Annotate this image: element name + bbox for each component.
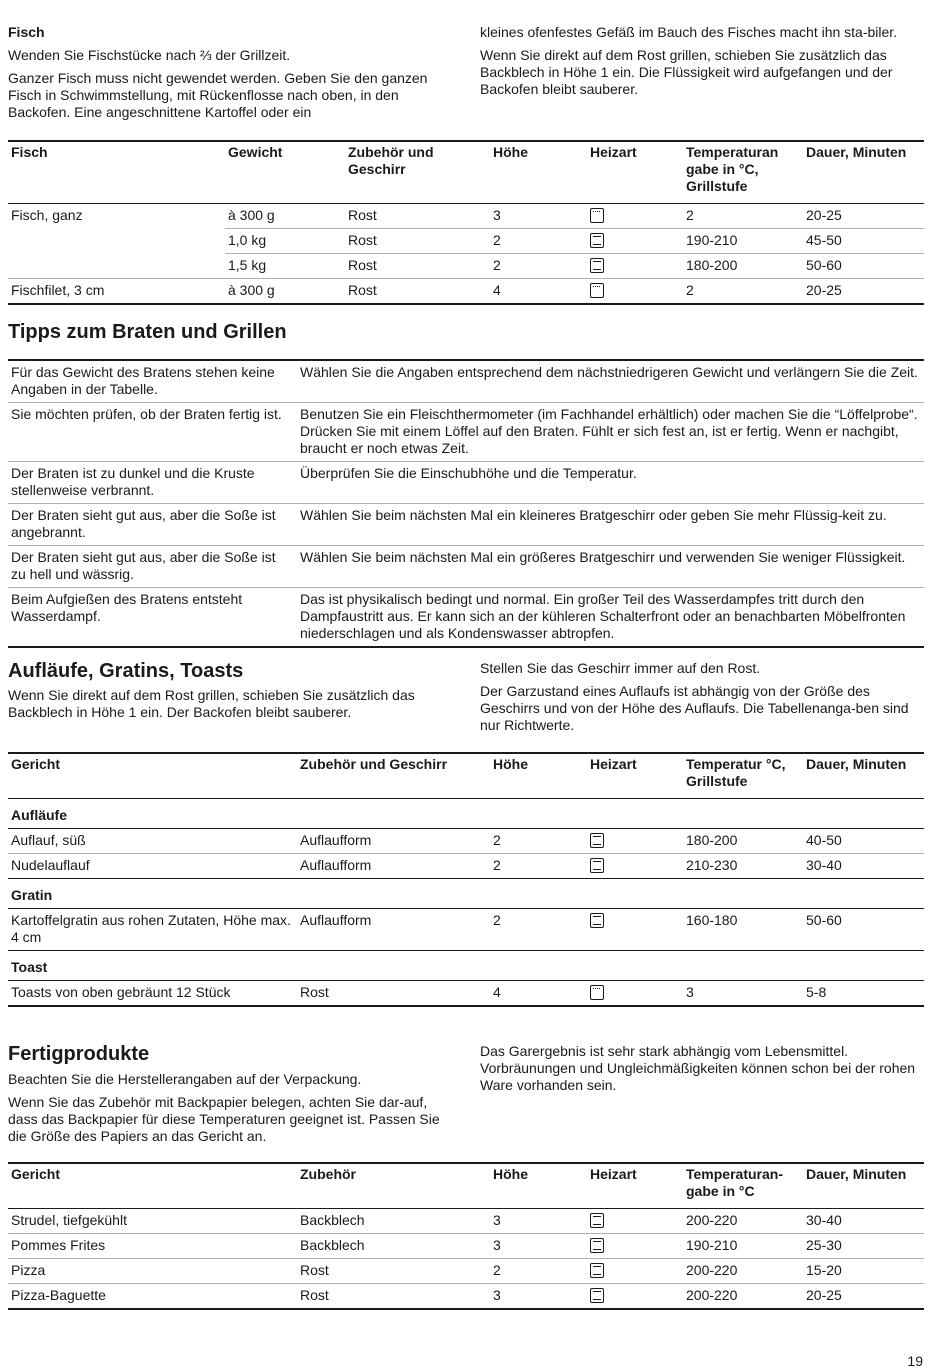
paragraph: Wenn Sie das Zubehör mit Backpapier belegen, achten Sie dar-auf, dass das Backpapier für diese Temperaturen geeignet ist. Passen Sie die Größe des Papiers an das Gericht an. xyxy=(8,1094,440,1144)
time-cell: 15-20 xyxy=(806,1262,842,1278)
temp-cell: 210-230 xyxy=(686,857,738,873)
heat-cell xyxy=(587,204,683,229)
table-row xyxy=(8,462,924,504)
temp-cell: 200-220 xyxy=(686,1262,738,1278)
top-bottom-heat-icon xyxy=(590,1288,604,1303)
page-number: 19 xyxy=(907,1353,923,1369)
weight-cell: à 300 g xyxy=(225,204,345,229)
column-header: Gericht xyxy=(11,756,61,772)
level-cell: 4 xyxy=(493,282,501,298)
column-header: Dauer, Minuten xyxy=(806,144,907,160)
accessory-cell: Auflaufform xyxy=(300,857,372,873)
column-header: Temperaturan-gabe in °C xyxy=(686,1166,783,1199)
temp-cell: 180-200 xyxy=(686,257,738,273)
table-header-row xyxy=(8,141,924,204)
heat-cell xyxy=(587,254,683,279)
accessory-cell: Rost xyxy=(345,204,490,229)
table-row xyxy=(8,588,924,648)
problem-cell: Der Braten sieht gut aus, aber die Soße ist zu hell und wässrig. xyxy=(11,549,276,582)
table-row xyxy=(8,1259,924,1284)
weight-cell: 1,0 kg xyxy=(225,229,345,254)
top-bottom-heat-icon xyxy=(590,913,604,928)
top-bottom-heat-icon xyxy=(590,1213,604,1228)
problem-cell: Der Braten sieht gut aus, aber die Soße ist angebrannt. xyxy=(11,507,276,540)
accessory-cell: Backblech xyxy=(300,1237,365,1253)
tipps-heading: Tipps zum Braten und Grillen xyxy=(8,321,287,343)
time-cell: 30-40 xyxy=(806,1212,842,1228)
top-bottom-heat-icon xyxy=(590,833,604,848)
temp-cell: 3 xyxy=(686,984,694,1000)
fertig-intro-right xyxy=(480,1043,920,1100)
time-cell: 50-60 xyxy=(806,257,842,273)
time-cell: 40-50 xyxy=(806,832,842,848)
level-cell: 3 xyxy=(493,1237,501,1253)
column-header: Heizart xyxy=(590,1166,637,1182)
paragraph: Wenden Sie Fischstücke nach ⅔ der Grillzeit. xyxy=(8,47,291,63)
fisch-intro-right xyxy=(480,24,920,104)
heat-cell xyxy=(587,909,683,951)
time-cell: 25-30 xyxy=(806,1237,842,1253)
temp-cell: 190-210 xyxy=(683,229,803,254)
paragraph: Ganzer Fisch muss nicht gewendet werden. Geben Sie den ganzen Fisch in Schwimmstellung, mit Rückenflosse nach oben, in den Backofen. Eine angeschnittene Kartoffel oder ein xyxy=(8,70,428,120)
table-row xyxy=(8,360,924,403)
level-cell: 4 xyxy=(493,984,501,1000)
fertig-heading: Fertigprodukte xyxy=(8,1043,150,1065)
table-row xyxy=(8,204,924,229)
auflaeufe-intro-right xyxy=(480,660,920,740)
column-header: Gewicht xyxy=(228,144,283,160)
time-cell: 45-50 xyxy=(803,229,924,254)
temp-cell: 200-220 xyxy=(686,1287,738,1303)
dish-cell: Nudelauflauf xyxy=(11,857,90,873)
column-header: Gericht xyxy=(11,1166,61,1182)
fisch-intro-left xyxy=(8,24,456,127)
top-bottom-heat-icon xyxy=(590,858,604,873)
heat-cell xyxy=(587,279,683,305)
level-cell: 3 xyxy=(493,1212,501,1228)
solution-cell: Das ist physikalisch bedingt und normal. Ein großer Teil des Wasserdampfes tritt durch den Dampfaustritt aus. Er kann sich an der kühleren Schalterfront oder an benachbarten Möbelfronten niederschlagen und als Kondenswasser abtropfen. xyxy=(300,591,906,641)
table-row xyxy=(8,279,924,305)
table-row xyxy=(8,1284,924,1310)
accessory-cell: Rost xyxy=(345,229,490,254)
temp-cell: 180-200 xyxy=(686,832,738,848)
accessory-cell: Rost xyxy=(300,1287,329,1303)
solution-cell: Benutzen Sie ein Fleischthermometer (im Fachhandel erhältlich) oder machen Sie die “Löffelprobe“. Drücken Sie mit einem Löffel auf den Braten. Fühlt er sich fest an, ist er fertig. Wenn er nachgibt, braucht er noch etwas Zeit. xyxy=(300,406,918,456)
column-header: Zubehör und Geschirr xyxy=(348,144,434,177)
dish-cell xyxy=(8,229,225,254)
table-row xyxy=(8,229,924,254)
table-row xyxy=(8,981,924,1007)
tipps-table xyxy=(8,359,924,648)
group-title: Aufläufe xyxy=(11,807,67,823)
temp-cell: 160-180 xyxy=(686,912,738,928)
temp-cell: 2 xyxy=(686,282,694,298)
paragraph: kleines ofenfestes Gefäß im Bauch des Fisches macht ihn sta-biler. xyxy=(480,24,898,40)
table-header-row xyxy=(8,753,924,799)
column-header: Dauer, Minuten xyxy=(806,756,907,772)
level-cell: 2 xyxy=(493,1262,501,1278)
dish-cell: Toasts von oben gebräunt 12 Stück xyxy=(11,984,231,1000)
dish-cell xyxy=(8,254,225,279)
paragraph: Wenn Sie direkt auf dem Rost grillen, schieben Sie zusätzlich das Backblech in Höhe 1 ein. Die Flüssigkeit wird aufgefangen und der Backofen bleibt sauberer. xyxy=(480,47,893,97)
auflaeufe-intro-left xyxy=(8,687,456,727)
heat-cell xyxy=(587,229,683,254)
grill-icon xyxy=(590,985,604,1000)
accessory-cell: Rost xyxy=(300,984,329,1000)
top-bottom-heat-icon xyxy=(590,258,604,273)
accessory-cell: Rost xyxy=(348,282,377,298)
heat-cell xyxy=(587,1284,683,1310)
dish-cell: Pommes Frites xyxy=(11,1237,106,1253)
top-bottom-heat-icon xyxy=(590,233,604,248)
problem-cell: Beim Aufgießen des Bratens entsteht Wasserdampf. xyxy=(11,591,243,624)
level-cell: 3 xyxy=(493,1287,501,1303)
temp-cell: 190-210 xyxy=(686,1237,738,1253)
table-row xyxy=(8,1234,924,1259)
column-header: Heizart xyxy=(590,144,637,160)
group-row xyxy=(8,879,924,909)
solution-cell: Wählen Sie die Angaben entsprechend dem nächstniedrigeren Gewicht und verlängern Sie die Zeit. xyxy=(300,364,918,380)
heat-cell xyxy=(587,854,683,879)
paragraph: Das Garergebnis ist sehr stark abhängig vom Lebensmittel. Vorbräunungen und Ungleichmäßigkeiten können schon bei der rohen Ware vorhanden sein. xyxy=(480,1043,916,1093)
column-header: Höhe xyxy=(493,144,528,160)
solution-cell: Überprüfen Sie die Einschubhöhe und die Temperatur. xyxy=(300,465,637,481)
level-cell: 2 xyxy=(490,229,587,254)
accessory-cell: Backblech xyxy=(300,1212,365,1228)
fertig-intro-left xyxy=(8,1071,456,1151)
table-row xyxy=(8,854,924,879)
accessory-cell: Auflaufform xyxy=(300,832,372,848)
dish-cell: Fisch, ganz xyxy=(11,207,83,223)
time-cell: 20-25 xyxy=(803,204,924,229)
dish-cell: Auflauf, süß xyxy=(11,832,86,848)
table-row xyxy=(8,254,924,279)
time-cell: 20-25 xyxy=(806,282,842,298)
paragraph: Der Garzustand eines Auflaufs ist abhängig von der Größe des Geschirrs und von der Höhe des Auflaufs. Die Tabellenanga-ben sind nur Richtwerte. xyxy=(480,683,909,733)
dish-cell: Kartoffelgratin aus rohen Zutaten, Höhe max. 4 cm xyxy=(11,912,291,945)
dish-cell: Pizza xyxy=(11,1262,46,1278)
column-header: Dauer, Minuten xyxy=(806,1166,907,1182)
table-header-row xyxy=(8,1163,924,1209)
level-cell: 2 xyxy=(493,912,501,928)
column-header: Temperaturan gabe in °C, Grillstufe xyxy=(686,144,779,194)
fertig-table xyxy=(8,1162,924,1310)
column-header: Fisch xyxy=(11,144,48,160)
level-cell: 2 xyxy=(493,832,501,848)
weight-cell: 1,5 kg xyxy=(228,257,267,273)
table-row xyxy=(8,504,924,546)
group-title: Toast xyxy=(11,959,48,975)
column-header: Temperatur °C, Grillstufe xyxy=(686,756,786,789)
level-cell: 2 xyxy=(493,857,501,873)
problem-cell: Sie möchten prüfen, ob der Braten fertig ist. xyxy=(11,406,282,422)
solution-cell: Wählen Sie beim nächsten Mal ein größeres Bratgeschirr und verwenden Sie weniger Flüssigkeit. xyxy=(300,549,906,565)
dish-cell: Strudel, tiefgekühlt xyxy=(11,1212,127,1228)
table-row xyxy=(8,403,924,462)
paragraph: Beachten Sie die Herstellerangaben auf der Verpackung. xyxy=(8,1071,362,1087)
level-cell: 3 xyxy=(490,204,587,229)
accessory-cell: Rost xyxy=(300,1262,329,1278)
temp-cell: 2 xyxy=(683,204,803,229)
accessory-cell: Auflaufform xyxy=(300,912,372,928)
temp-cell: 200-220 xyxy=(686,1212,738,1228)
problem-cell: Der Braten ist zu dunkel und die Kruste stellenweise verbrannt. xyxy=(11,465,255,498)
column-header: Zubehör und Geschirr xyxy=(300,756,448,772)
column-header: Höhe xyxy=(493,1166,528,1182)
time-cell: 50-60 xyxy=(806,912,842,928)
dish-cell: Pizza-Baguette xyxy=(11,1287,106,1303)
level-cell: 2 xyxy=(493,257,501,273)
auflaeufe-heading: Aufläufe, Gratins, Toasts xyxy=(8,660,244,682)
heat-cell xyxy=(587,829,683,854)
column-header: Höhe xyxy=(493,756,528,772)
time-cell: 20-25 xyxy=(806,1287,842,1303)
top-bottom-heat-icon xyxy=(590,1263,604,1278)
heat-cell xyxy=(587,1259,683,1284)
grill-icon xyxy=(590,283,604,298)
dish-cell: Fischfilet, 3 cm xyxy=(11,282,105,298)
table-row xyxy=(8,546,924,588)
fisch-table xyxy=(8,140,924,305)
group-row xyxy=(8,799,924,829)
heat-cell xyxy=(587,1209,683,1234)
problem-cell: Für das Gewicht des Bratens stehen keine Angaben in der Tabelle. xyxy=(11,364,275,397)
table-row xyxy=(8,1209,924,1234)
top-bottom-heat-icon xyxy=(590,1238,604,1253)
table-row xyxy=(8,909,924,951)
paragraph: Wenn Sie direkt auf dem Rost grillen, schieben Sie zusätzlich das Backblech in Höhe 1 ein. Der Backofen bleibt sauberer. xyxy=(8,687,415,720)
auflaeufe-table xyxy=(8,752,924,1007)
group-row xyxy=(8,951,924,981)
heat-cell xyxy=(587,981,683,1007)
time-cell: 5-8 xyxy=(806,984,827,1000)
grill-icon xyxy=(590,208,604,223)
group-title: Gratin xyxy=(11,887,53,903)
accessory-cell: Rost xyxy=(348,257,377,273)
fisch-heading: Fisch xyxy=(8,24,45,40)
solution-cell: Wählen Sie beim nächsten Mal ein kleineres Bratgeschirr oder geben Sie mehr Flüssig-keit zu. xyxy=(300,507,887,523)
column-header: Zubehör xyxy=(300,1166,356,1182)
heat-cell xyxy=(587,1234,683,1259)
table-row xyxy=(8,829,924,854)
time-cell: 30-40 xyxy=(806,857,842,873)
weight-cell: à 300 g xyxy=(228,282,275,298)
column-header: Heizart xyxy=(590,756,637,772)
paragraph: Stellen Sie das Geschirr immer auf den Rost. xyxy=(480,660,761,676)
